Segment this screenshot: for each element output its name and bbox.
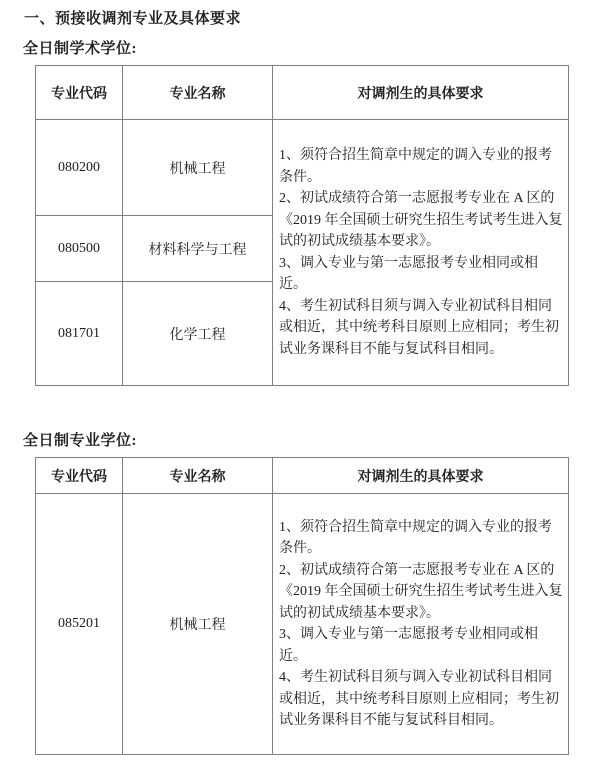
column-header-requirements: 对调剂生的具体要求	[273, 66, 569, 120]
table-header-row	[36, 458, 569, 494]
column-header-requirements: 对调剂生的具体要求	[273, 458, 569, 494]
requirement-item-4: 4、考生初试科目须与调入专业初试科目相同或相近，其中统考科目原则上应相同；考生初试业务课科目不能与复试科目相同。	[279, 298, 559, 357]
major-name: 机械工程	[123, 494, 273, 755]
requirement-item-4: 4、考生初试科目须与调入专业初试科目相同或相近，其中统考科目原则上应相同；考生初试业务课科目不能与复试科目相同。	[279, 670, 559, 728]
major-code: 085201	[36, 494, 123, 755]
table-row	[36, 120, 569, 216]
requirements-cell	[273, 120, 569, 386]
section-label-professional: 全日制专业学位:	[23, 433, 137, 449]
major-code: 080200	[36, 120, 123, 216]
major-code: 081701	[36, 282, 123, 386]
column-header-major-name: 专业名称	[123, 458, 273, 494]
major-name: 化学工程	[123, 282, 273, 386]
page-title: 一、预接收调剂专业及具体要求	[24, 11, 242, 27]
section-label-academic: 全日制学术学位:	[23, 41, 137, 57]
table-row	[36, 494, 569, 755]
academic-majors-table	[35, 65, 569, 386]
requirement-item-3: 3、调入专业与第一志愿报考专业相同或相近。	[279, 627, 538, 664]
major-name: 材料科学与工程	[123, 216, 273, 282]
requirements-cell	[273, 494, 569, 755]
requirement-item-2: 2、初试成绩符合第一志愿报考专业在 A 区的《2019 年全国硕士研究生招生考试考生进入复试的初试成绩基本要求》。	[279, 562, 563, 621]
column-header-major-code: 专业代码	[36, 66, 123, 120]
major-code: 080500	[36, 216, 123, 282]
professional-majors-table	[35, 457, 569, 755]
column-header-major-code: 专业代码	[36, 458, 123, 494]
requirement-item-2: 2、初试成绩符合第一志愿报考专业在 A 区的《2019 年全国硕士研究生招生考试考生进入复试的初试成绩基本要求》。	[279, 191, 563, 249]
requirement-item-1: 1、须符合招生简章中规定的调入专业的报考条件。	[279, 519, 552, 556]
table-header-row	[36, 66, 569, 120]
major-name: 机械工程	[123, 120, 273, 216]
requirement-item-1: 1、须符合招生简章中规定的调入专业的报考条件。	[279, 148, 552, 185]
column-header-major-name: 专业名称	[123, 66, 273, 120]
requirement-item-3: 3、调入专业与第一志愿报考专业相同或相近。	[279, 255, 538, 292]
